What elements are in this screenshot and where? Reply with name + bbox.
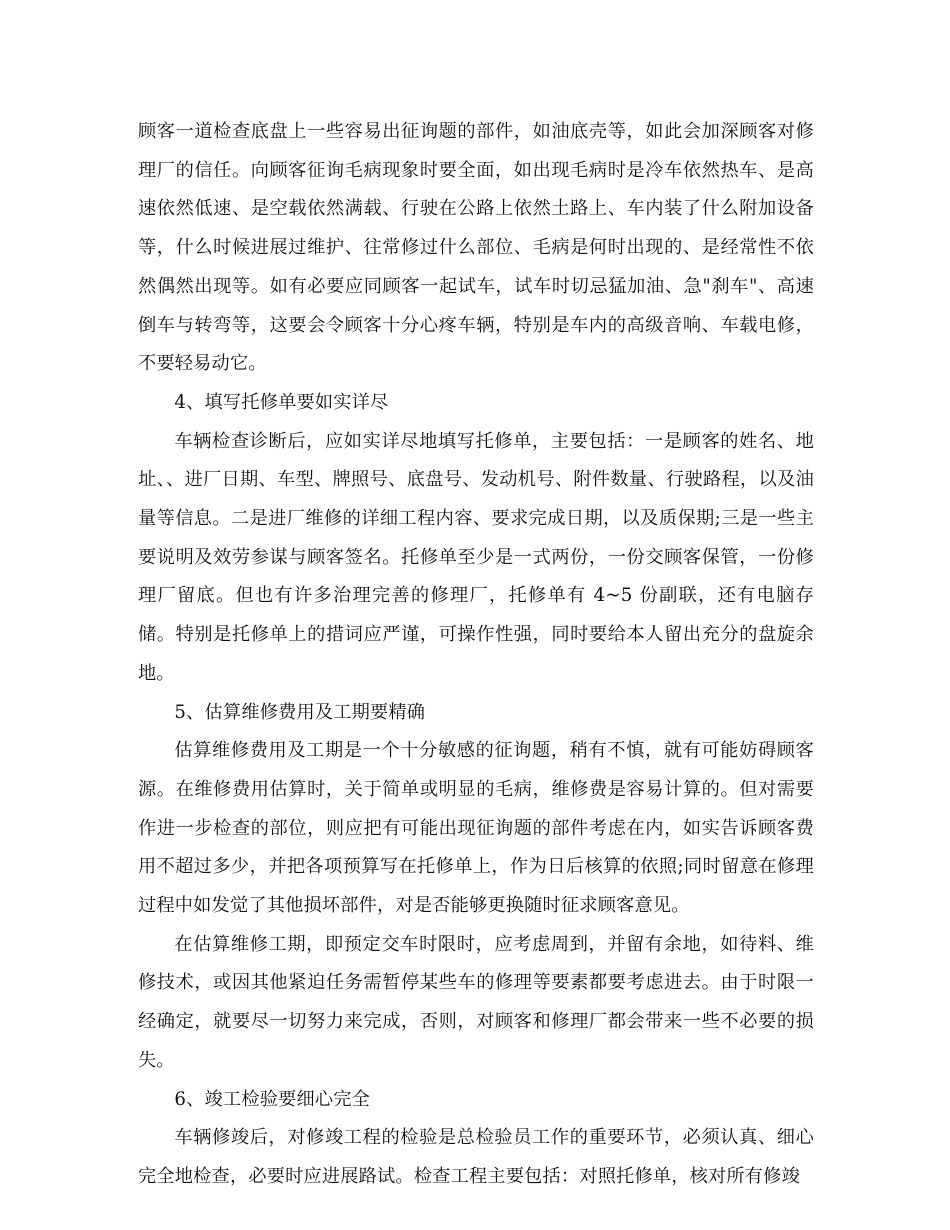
paragraph-cost-estimate: 估算维修费用及工期是一个十分敏感的征询题，稍有不慎，就有可能妨碍顾客源。在维修费用估算时，关于简单或明显的毛病，维修费是容易计算的。但对需要作进一步检查的部位，则应把有可能出现征询题的部件考虑在内，如实告诉顾客费用不超过多少，并把各项预算写在托修单上，作为日后核算的依照;同时留意在修理过程中如发觉了其他损坏部件，对是否能够更换随时征求顾客意见。 <box>138 740 814 917</box>
paragraph-final-inspection: 车辆修竣后，对修竣工程的检验是总检验员工作的重要环节，必须认真、细心完全地检查，必要时应进展路试。检查工程主要包括：对照托修单，核对所有修竣 <box>138 1127 814 1187</box>
section-heading-final-inspection: 6、竣工检验要细心完全 <box>174 1088 371 1110</box>
section-heading-work-order: 4、填写托修单要如实详尽 <box>174 391 389 413</box>
document-body <box>138 113 814 1197</box>
paragraph-time-estimate: 在估算维修工期，即预定交车时限时，应考虑周到，并留有余地，如待料、维修技术，或因其他紧迫任务需暂停某些车的修理等要素都要考虑进去。由于时限一经确定，就要尽一切努力来完成，否则，对顾客和修理厂都会带来一些不必要的损失。 <box>138 933 814 1071</box>
paragraph-work-order: 车辆检查诊断后，应如实详尽地填写托修单，主要包括：一是顾客的姓名、地址、、进厂日期、车型、牌照号、底盘号、发动机号、附件数量、行驶路程，以及油量等信息。二是进厂维修的详细工程内容、要求完成日期，以及质保期;三是一些主要说明及效劳参谋与顾客签名。托修单至少是一式两份，一份交顾客保管，一份修理厂留底。但也有许多治理完善的修理厂，托修单有 4~5 份副联，还有电脑存储。特别是托修单上的措词应严谨，可操作性强，同时要给本人留出充分的盘旋余地。 <box>138 430 814 684</box>
paragraph-continued-inspection: 顾客一道检查底盘上一些容易出征询题的部件，如油底壳等，如此会加深顾客对修理厂的信任。向顾客征询毛病现象时要全面，如出现毛病时是冷车依然热车、是高速依然低速、是空载依然满载、行驶在公路上依然土路上、车内装了什么附加设备等，什么时候进展过维护、往常修过什么部位、毛病是何时出现的、是经常性不依然偶然出现等。如有必要应同顾客一起试车，试车时切忌猛加油、急"刹车"、高速倒车与转弯等，这要会令顾客十分心疼车辆，特别是车内的高级音响、车载电修，不要轻易动它。 <box>138 121 814 375</box>
section-heading-estimate: 5、估算维修费用及工期要精确 <box>174 701 426 723</box>
